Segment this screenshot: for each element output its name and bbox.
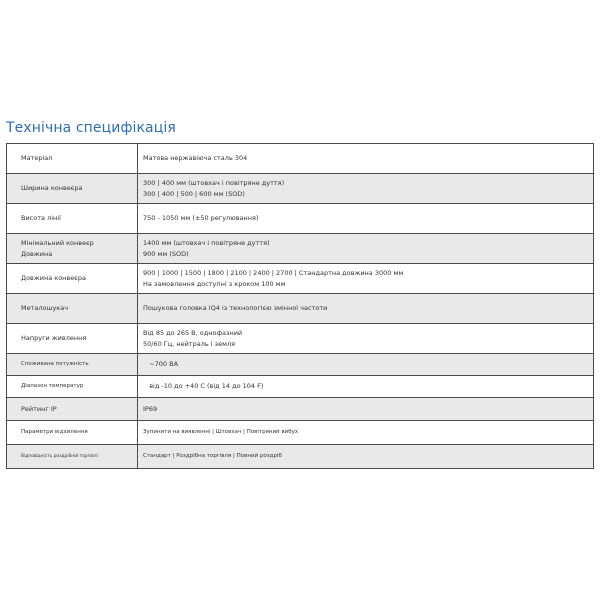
page-title: Технічна специфікація [6,120,176,136]
table-row [7,324,594,354]
table-row [7,421,594,445]
spec-value [138,376,594,398]
spec-label: Висота лінії [7,204,138,234]
spec-value [138,264,594,294]
spec-value-line: Стандарт | Роздрібна торгівля | Повний роздріб [143,453,282,459]
spec-label: Довжина конвеєра [7,264,138,294]
spec-value-line: Зупинити на виявленні | Штовхач | Повітряний вибух [143,429,299,435]
spec-value [138,234,594,264]
specification-table [6,143,594,469]
spec-value-line: 900 мм (SOD) [143,249,189,258]
spec-value-line: 50/60 Гц, нейтраль і земля [143,339,236,348]
spec-label-line: Мінімальний конвеєр [21,238,94,247]
spec-label [7,234,138,264]
spec-label: Діапазон температур [7,376,138,398]
spec-value [138,174,594,204]
spec-value-line: 1400 мм (штовхач і повітряне дуття) [143,238,270,247]
spec-label: Металошукач [7,294,138,324]
spec-label: Матеріал [7,144,138,174]
spec-value-line: 300 | 400 | 500 | 600 мм (SOD) [143,189,245,198]
spec-value-line: На замовлення доступні з кроком 100 мм [143,279,286,288]
spec-value-line: Пошукова головка IQ4 із технологією змінної частоти [143,304,328,312]
spec-value [138,421,594,445]
table-row [7,354,594,376]
table-row [7,204,594,234]
spec-value [138,398,594,421]
spec-value [138,144,594,174]
table-row [7,294,594,324]
table-row [7,398,594,421]
spec-value-line: IP69 [143,404,158,413]
spec-value-line: від -10 до +40 C (від 14 до 104 F) [143,382,264,390]
table-row [7,376,594,398]
spec-value [138,445,594,469]
spec-value [138,294,594,324]
table-row [7,234,594,264]
spec-label: Відповідність роздрібній торгівлі [7,445,138,469]
spec-value [138,354,594,376]
spec-value [138,324,594,354]
table-row [7,264,594,294]
spec-label: Параметри відхилення [7,421,138,445]
spec-label: Ширина конвеєра [7,174,138,204]
table-row [7,144,594,174]
table-row [7,174,594,204]
spec-label: Споживана потужність [7,354,138,376]
spec-value-line: 300 | 400 мм (штовхач і повітряне дуття) [143,178,285,187]
spec-value [138,204,594,234]
spec-label-line: Довжина [21,249,53,258]
spec-value-line: Від 85 до 265 В, однофазний [143,328,243,337]
spec-value-line: 900 | 1000 | 1500 | 1800 | 2100 | 2400 | 2700 | Стандартна довжина 3000 мм [143,268,404,277]
spec-value-line: Матова нержавіюча сталь 304 [143,154,248,162]
spec-value-line: 750 - 1050 мм (±50 регулювання) [143,214,259,222]
spec-label: Рейтинг IP [7,398,138,421]
spec-value-line: ~700 ВА [143,360,179,368]
table-row [7,445,594,469]
spec-label: Напруги живлення [7,324,138,354]
